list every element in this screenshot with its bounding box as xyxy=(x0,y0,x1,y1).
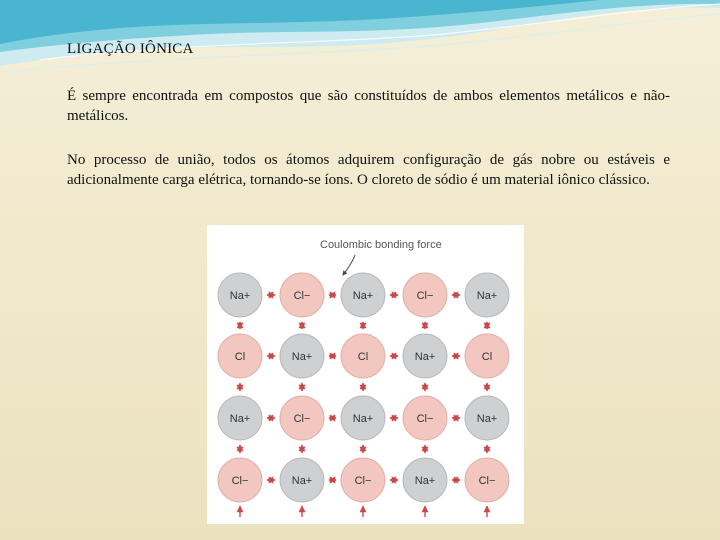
chloride-ion xyxy=(218,334,262,378)
chloride-ion xyxy=(341,334,385,378)
chloride-ion xyxy=(218,458,262,502)
ion-label: Cl xyxy=(481,351,493,363)
ion-label: Na+ xyxy=(352,290,374,302)
ion-label: Na+ xyxy=(229,290,251,302)
slide-title: LIGAÇÃO IÔNICA xyxy=(67,41,194,57)
ion-label: Na+ xyxy=(291,475,313,487)
ion-label: Cl xyxy=(357,351,369,363)
chloride-ion xyxy=(403,273,447,317)
sodium-ion xyxy=(218,396,262,440)
sodium-ion xyxy=(341,396,385,440)
ion-label: Na+ xyxy=(476,290,498,302)
caption-pointer xyxy=(343,255,355,275)
sodium-ion xyxy=(341,273,385,317)
ion-label: Cl− xyxy=(354,475,372,487)
paragraph-1: É sempre encontrada em compostos que são constituídos de ambos elementos metálicos e não-metálicos. xyxy=(67,88,670,124)
chloride-ion xyxy=(403,396,447,440)
ion-label: Cl− xyxy=(416,290,434,302)
ion-label: Cl− xyxy=(478,475,496,487)
paragraph-2: No processo de união, todos os átomos adquirem configuração de gás nobre ou estáveis e adicionalmente carga elétrica, tornando-se íons. O cloreto de sódio é um material iônico clássico. xyxy=(67,152,670,188)
ion-label: Na+ xyxy=(476,413,498,425)
ion-label: Cl− xyxy=(416,413,434,425)
ion-label: Cl− xyxy=(293,413,311,425)
sodium-ion xyxy=(465,273,509,317)
header-wave-decoration xyxy=(0,0,720,80)
sodium-ion xyxy=(280,458,324,502)
chloride-ion xyxy=(465,334,509,378)
sodium-ion xyxy=(465,396,509,440)
ion-label: Cl− xyxy=(293,290,311,302)
figure-caption: Coulombic bonding force xyxy=(320,239,442,251)
sodium-ion xyxy=(280,334,324,378)
ion-label: Na+ xyxy=(352,413,374,425)
nacl-lattice-figure xyxy=(207,225,524,524)
chloride-ion xyxy=(465,458,509,502)
sodium-ion xyxy=(403,334,447,378)
ion-label: Cl xyxy=(234,351,246,363)
ion-label: Cl− xyxy=(231,475,249,487)
ion-label: Na+ xyxy=(291,351,313,363)
ion-label: Na+ xyxy=(229,413,251,425)
sodium-ion xyxy=(218,273,262,317)
ion-label: Na+ xyxy=(414,351,436,363)
sodium-ion xyxy=(403,458,447,502)
chloride-ion xyxy=(280,396,324,440)
chloride-ion xyxy=(341,458,385,502)
ion-label: Na+ xyxy=(414,475,436,487)
lattice-diagram xyxy=(207,225,524,524)
chloride-ion xyxy=(280,273,324,317)
